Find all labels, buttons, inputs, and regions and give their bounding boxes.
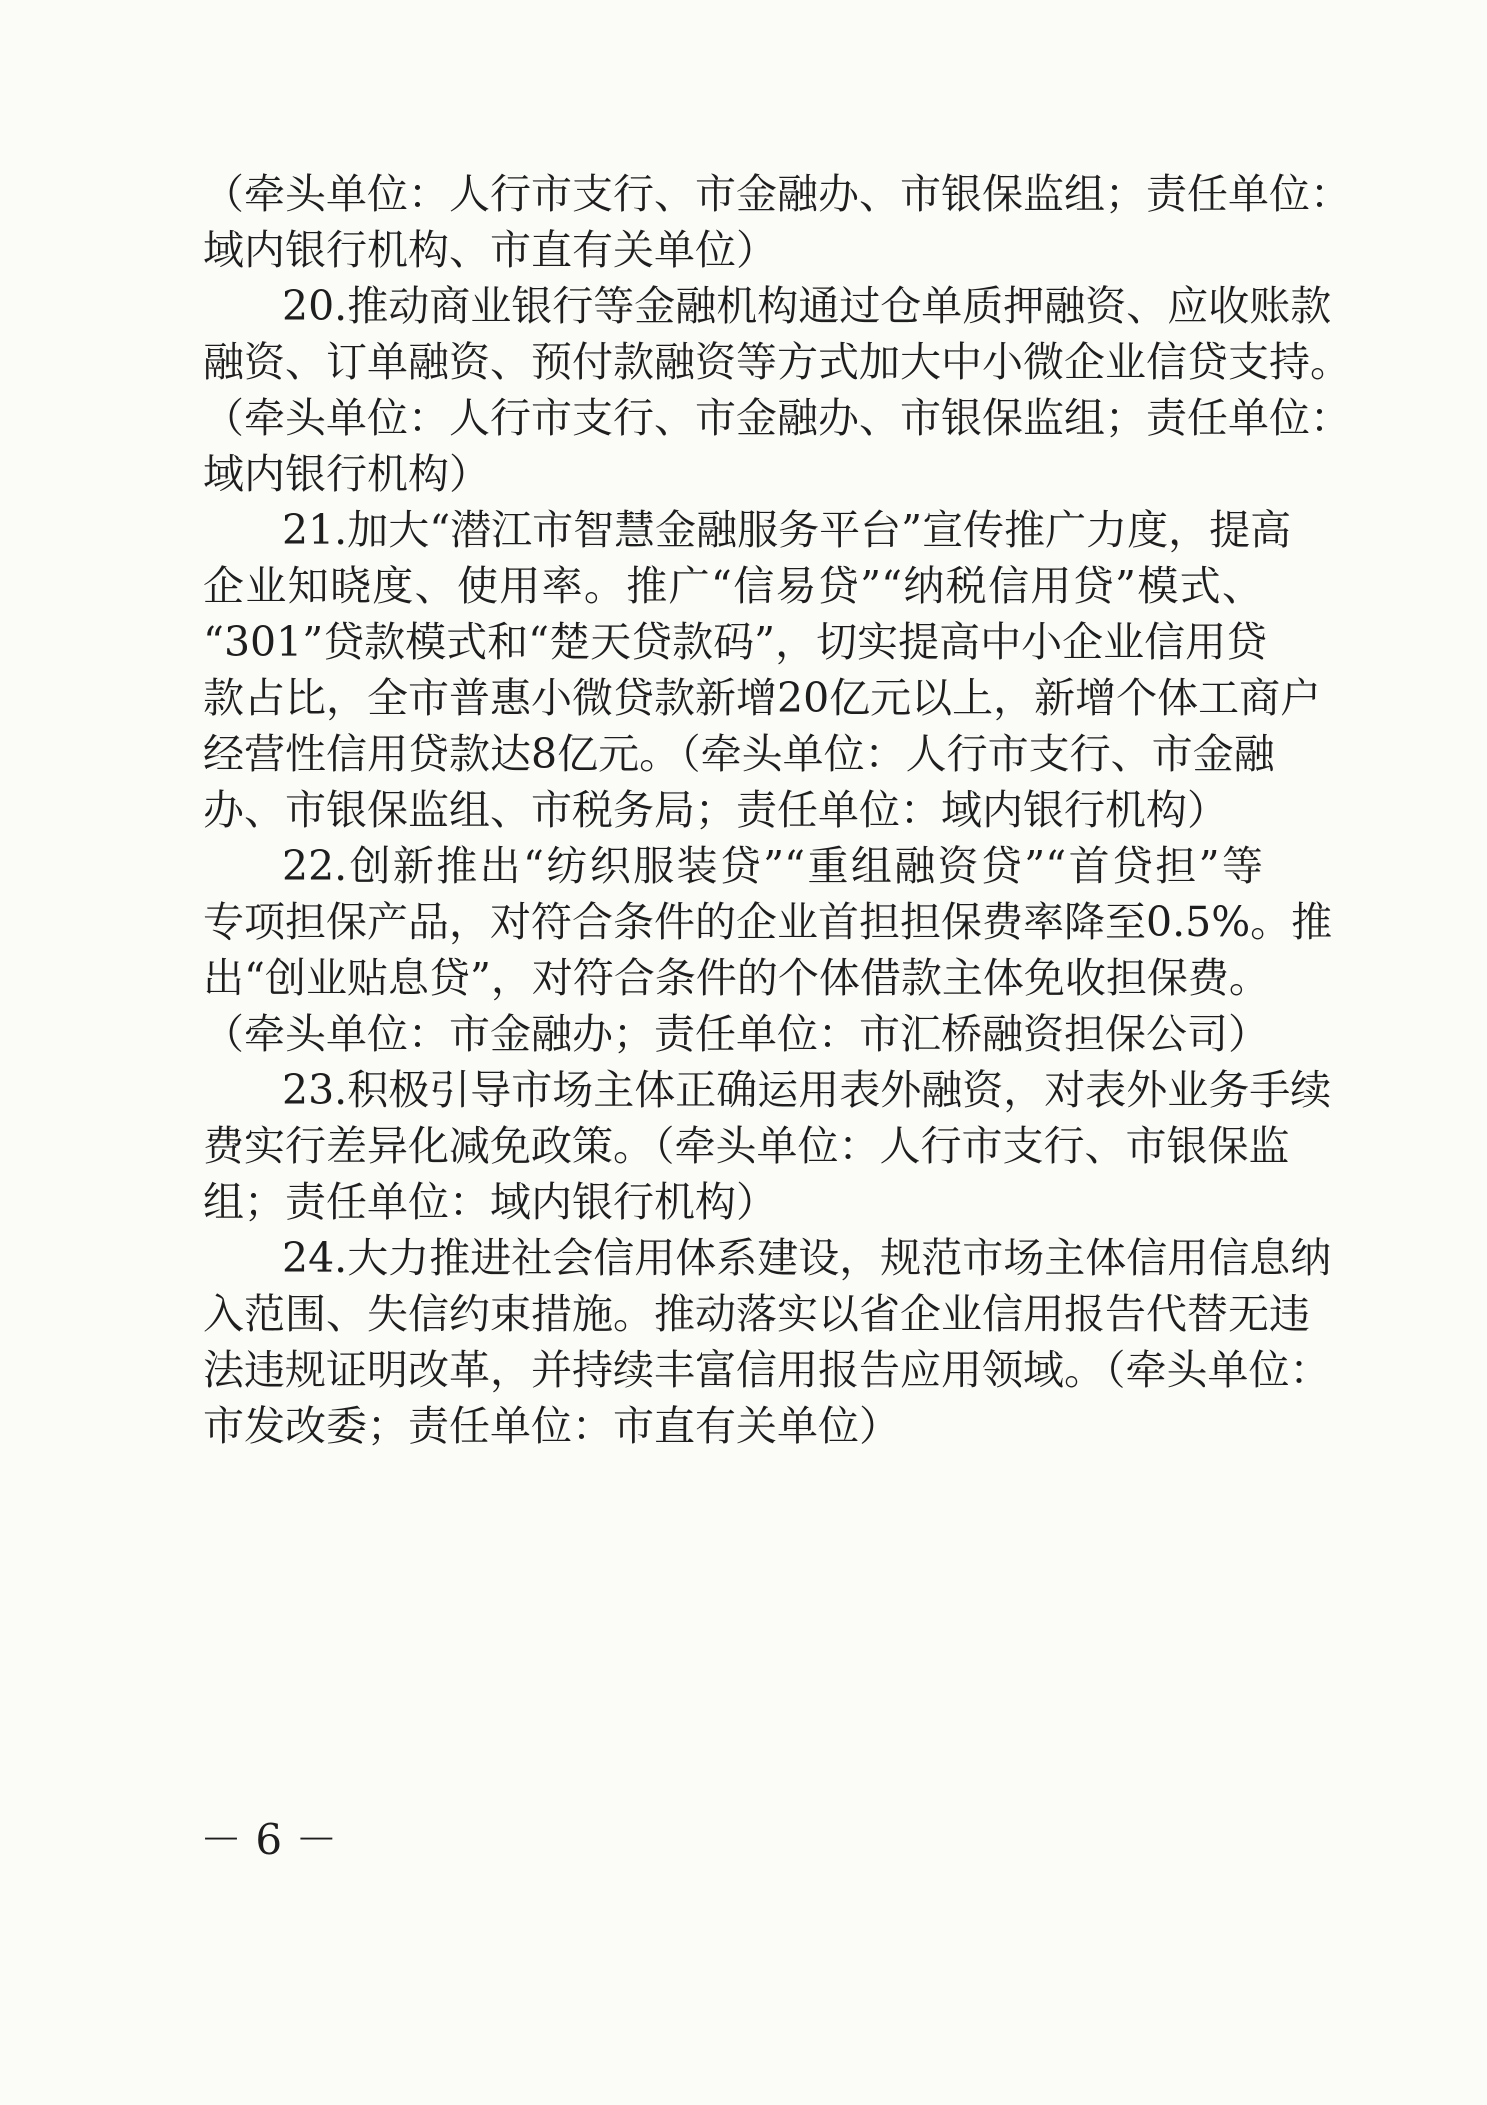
paragraph-21-start: 21.加大“潜江市智慧金融服务平台”宣传推广力度，提高	[282, 506, 1292, 554]
text-line: 域内银行机构）	[203, 450, 490, 498]
text-line: 专项担保产品，对符合条件的企业首担担保费率降至0.5%。推	[203, 898, 1333, 946]
text-line: 企业知晓度、使用率。推广“信易贷”“纳税信用贷”模式、	[203, 562, 1263, 610]
paragraph-22-start: 22.创新推出“纺织服装贷”“重组融资贷”“首贷担”等	[282, 842, 1263, 890]
text-line: 费实行差异化减免政策。（牵头单位：人行市支行、市银保监	[203, 1122, 1290, 1170]
text-line: 组；责任单位：域内银行机构）	[203, 1178, 777, 1226]
page-number: － 6 －	[200, 1815, 338, 1864]
text-line: 办、市银保监组、市税务局；责任单位：域内银行机构）	[203, 786, 1228, 834]
text-line: 融资、订单融资、预付款融资等方式加大中小微企业信贷支持。	[203, 338, 1351, 386]
text-line: 经营性信用贷款达8亿元。（牵头单位：人行市支行、市金融	[203, 730, 1275, 778]
text-line: （牵头单位：市金融办；责任单位：市汇桥融资担保公司）	[203, 1010, 1269, 1058]
text-line: 款占比，全市普惠小微贷款新增20亿元以上，新增个体工商户	[203, 674, 1322, 722]
text-line: 出“创业贴息贷”，对符合条件的个体借款主体免收担保费。	[203, 954, 1270, 1002]
text-line: “301”贷款模式和“楚天贷款码”，切实提高中小企业信用贷	[203, 618, 1268, 666]
text-line: 市发改委；责任单位：市直有关单位）	[203, 1402, 900, 1450]
paragraph-23-start: 23.积极引导市场主体正确运用表外融资，对表外业务手续	[282, 1066, 1332, 1114]
text-line: 法违规证明改革，并持续丰富信用报告应用领域。（牵头单位：	[203, 1346, 1331, 1394]
text-line: （牵头单位：人行市支行、市金融办、市银保监组；责任单位：	[203, 394, 1351, 442]
paragraph-20-start: 20.推动商业银行等金融机构通过仓单质押融资、应收账款	[282, 282, 1332, 330]
text-line: 入范围、失信约束措施。推动落实以省企业信用报告代替无违	[203, 1290, 1310, 1338]
text-line: （牵头单位：人行市支行、市金融办、市银保监组；责任单位：	[203, 170, 1351, 218]
text-line: 域内银行机构、市直有关单位）	[203, 226, 777, 274]
paragraph-24-start: 24.大力推进社会信用体系建设，规范市场主体信用信息纳	[282, 1234, 1332, 1282]
